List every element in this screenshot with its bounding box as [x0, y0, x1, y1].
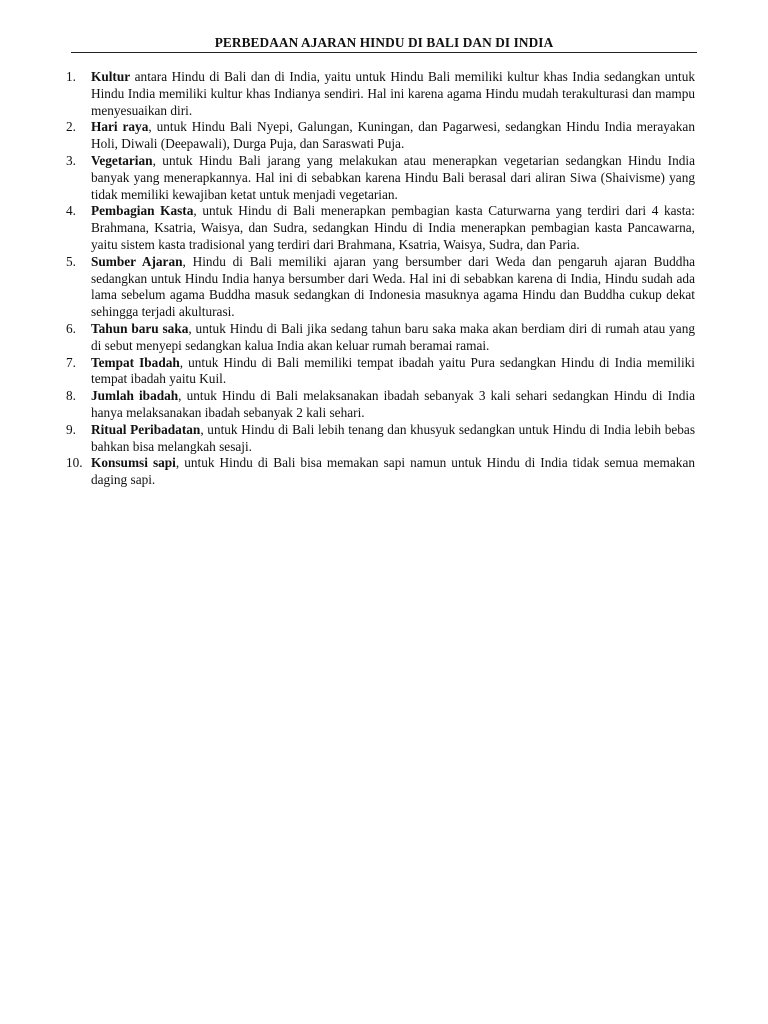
- item-number: 9.: [66, 421, 76, 437]
- item-text: , untuk Hindu di Bali memiliki tempat ibadah yaitu Pura sedangkan Hindu di India memiliki tempat ibadah yaitu Kuil.: [91, 354, 695, 387]
- item-term: Kultur: [91, 69, 131, 84]
- item-text: , untuk Hindu di Bali bisa memakan sapi namun untuk Hindu di India tidak semua memakan daging sapi.: [91, 455, 696, 488]
- difference-list: [66, 69, 695, 489]
- item-number: 1.: [66, 69, 76, 84]
- item-text: , untuk Hindu di Bali menerapkan pembagian kasta Caturwarna yang terdiri dari 4 kasta: Brahmana, Ksatria, Waisya, dan Sudra, sedangkan Hindu di India menerapkan pembagian kasta Pancawarna, yaitu sistem kasta tradisional yang terdiri dari Brahmana, Ksatria, Waisya, Sudra, dan Paria.: [91, 203, 695, 252]
- item-text: , untuk Hindu di Bali lebih tenang dan khusyuk sedangkan untuk Hindu di India lebih bebas bahkan bisa melangkah sesaji.: [91, 421, 696, 454]
- item-term: Tahun baru saka: [91, 320, 189, 336]
- item-term: Jumlah ibadah: [91, 388, 179, 404]
- list-item: [66, 422, 695, 456]
- item-text: , untuk Hindu di Bali jika sedang tahun baru saka maka akan berdiam diri di rumah atau yang di sebut menyepi sedangkan kalua India akan keluar rumah beramai ramai.: [91, 320, 695, 353]
- item-number: 2.: [66, 119, 76, 135]
- item-term: Sumber Ajaran: [91, 253, 183, 269]
- list-item: [66, 203, 695, 253]
- item-number: 6.: [66, 320, 76, 336]
- list-item: [66, 119, 695, 153]
- list-item: [66, 321, 695, 355]
- list-item: [66, 355, 695, 389]
- list-item: [66, 254, 695, 321]
- list-item: [66, 69, 695, 119]
- item-term: Ritual Peribadatan: [91, 421, 201, 437]
- title-underline: [71, 52, 697, 53]
- item-text: antara Hindu di Bali dan di India, yaitu untuk Hindu Bali memiliki kultur khas India sedangkan untuk Hindu India memiliki kultur khas Indianya sendiri. Hal ini karena agama Hindu mudah terakulturasi dan mampu menyesuaikan diri.: [91, 69, 695, 118]
- list-item: [66, 388, 695, 422]
- item-term: Vegetarian: [91, 152, 153, 168]
- document-title: PERBEDAAN AJARAN HINDU DI BALI DAN DI INDIA: [214, 35, 554, 50]
- item-number: 3.: [66, 152, 76, 168]
- item-term: Konsumsi sapi: [91, 455, 176, 471]
- item-number: 10.: [66, 455, 83, 471]
- list-item: [66, 455, 695, 489]
- item-term: Hari raya: [91, 119, 149, 135]
- list-item: [66, 153, 695, 203]
- item-number: 8.: [66, 388, 76, 404]
- item-term: Pembagian Kasta: [91, 203, 194, 219]
- item-text: , Hindu di Bali memiliki ajaran yang bersumber dari Weda dan pengaruh ajaran Buddha sedangkan untuk Hindu India hanya bersumber dari Weda. Hal ini di sebabkan karena di India, Hindu sudah ada lama sebelum agama Buddha masuk sedangkan di Indonesia masuknya agama Hindu dan Buddha cukup dekat sehingga terjadi akulturasi.: [91, 253, 696, 320]
- item-number: 4.: [66, 203, 76, 219]
- item-term: Tempat Ibadah: [91, 354, 180, 370]
- item-number: 5.: [66, 253, 76, 269]
- item-number: 7.: [66, 354, 76, 370]
- item-text: , untuk Hindu Bali jarang yang melakukan atau menerapkan vegetarian sedangkan Hindu India banyak yang menerapkannya. Hal ini di sebabkan karena Hindu Bali berasal dari aliran Siwa (Shaivisme) yang tidak memiliki kewajiban ketat untuk menjadi vegetarian.: [91, 152, 695, 202]
- item-text: , untuk Hindu di Bali melaksanakan ibadah sebanyak 3 kali sehari sedangkan Hindu di India hanya melaksanakan ibadah sebanyak 2 kali sehari.: [91, 388, 695, 420]
- item-text: , untuk Hindu Bali Nyepi, Galungan, Kuningan, dan Pagarwesi, sedangkan Hindu India merayakan Holi, Diwali (Deepawali), Durga Puja, dan Saraswati Puja.: [91, 119, 695, 152]
